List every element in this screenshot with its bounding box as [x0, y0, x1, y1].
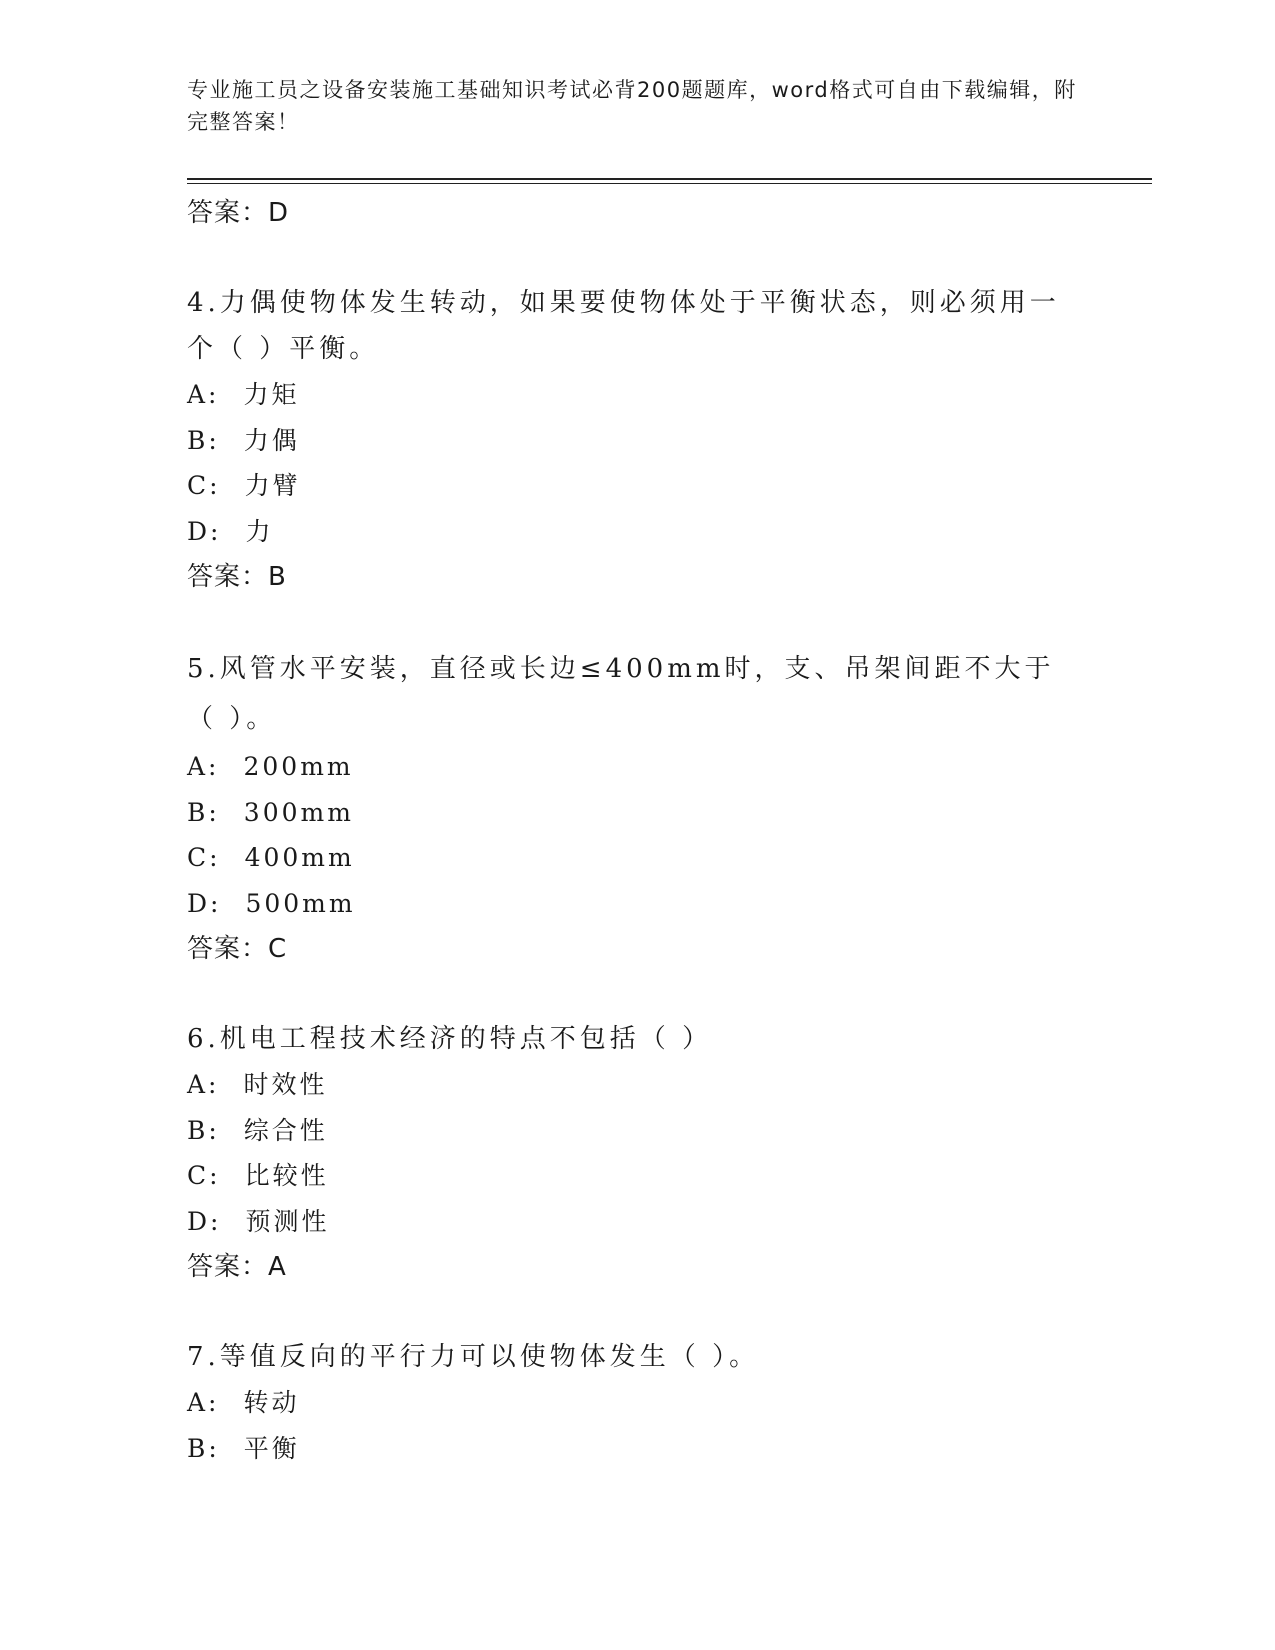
document-header: 专业施工员之设备安装施工基础知识考试必背200题题库，word格式可自由下载编辑，附完整答案！ [187, 78, 1077, 134]
option-b [187, 1108, 1067, 1154]
option-text: 预测性 [245, 1206, 330, 1236]
option-letter: B: [187, 1433, 220, 1463]
option-letter: A: [187, 1070, 220, 1099]
option-text: 转动 [243, 1388, 300, 1417]
header-divider-thin [187, 183, 1152, 184]
question-text: 7.等值反向的平行力可以使物体发生（ ）。 [187, 1342, 760, 1372]
question-list [187, 190, 1067, 1471]
question-block [187, 644, 1067, 972]
option-letter: C: [187, 471, 221, 500]
question-text: 5.风管水平安装，直径或长边≤400mm时，支、吊架间距不大于（ ）。 [187, 654, 1055, 734]
option-a [187, 744, 1067, 790]
option-c [187, 463, 1067, 509]
option-c [187, 1153, 1067, 1199]
question-text: 4.力偶使物体发生转动，如果要使物体处于平衡状态，则必须用一个（ ）平衡。 [187, 288, 1060, 364]
option-letter: B: [187, 425, 220, 455]
answer-line: 答案：D [187, 198, 290, 228]
option-letter: D: [187, 1206, 222, 1236]
option-text: 综合性 [243, 1115, 328, 1145]
option-letter: A: [187, 1388, 220, 1417]
option-b [187, 790, 1067, 836]
option-b [187, 418, 1067, 464]
option-letter: A: [187, 380, 220, 409]
option-text: 200mm [243, 752, 354, 781]
option-text: 平衡 [243, 1433, 300, 1463]
option-letter: C: [187, 843, 221, 872]
option-a [187, 1062, 1067, 1108]
option-text: 比较性 [244, 1161, 329, 1190]
option-d [187, 509, 1067, 555]
option-letter: B: [187, 1115, 220, 1145]
question-block [187, 1016, 1067, 1290]
option-text: 力偶 [243, 425, 300, 455]
answer-line: 答案：C [187, 934, 288, 964]
option-b [187, 1426, 1067, 1472]
option-d [187, 1199, 1067, 1245]
answer-line: 答案：B [187, 562, 287, 592]
option-letter: C: [187, 1161, 221, 1190]
option-text: 300mm [243, 797, 354, 827]
option-letter: D: [187, 888, 222, 918]
option-text: 时效性 [243, 1070, 328, 1099]
question-block [187, 1334, 1067, 1471]
option-text: 力矩 [243, 380, 300, 409]
option-text: 力臂 [244, 471, 301, 500]
answer-line: 答案：A [187, 1252, 287, 1282]
header-divider-thick [187, 178, 1152, 180]
option-d [187, 881, 1067, 927]
option-text: 500mm [245, 888, 356, 918]
question-text: 6.机电工程技术经济的特点不包括（ ） [187, 1024, 713, 1054]
option-letter: D: [187, 516, 222, 546]
option-a [187, 1380, 1067, 1426]
option-text: 力 [245, 516, 274, 546]
option-text: 400mm [244, 843, 355, 872]
option-c [187, 835, 1067, 881]
option-letter: B: [187, 797, 220, 827]
option-a [187, 372, 1067, 418]
question-block [187, 280, 1067, 600]
option-letter: A: [187, 752, 220, 781]
